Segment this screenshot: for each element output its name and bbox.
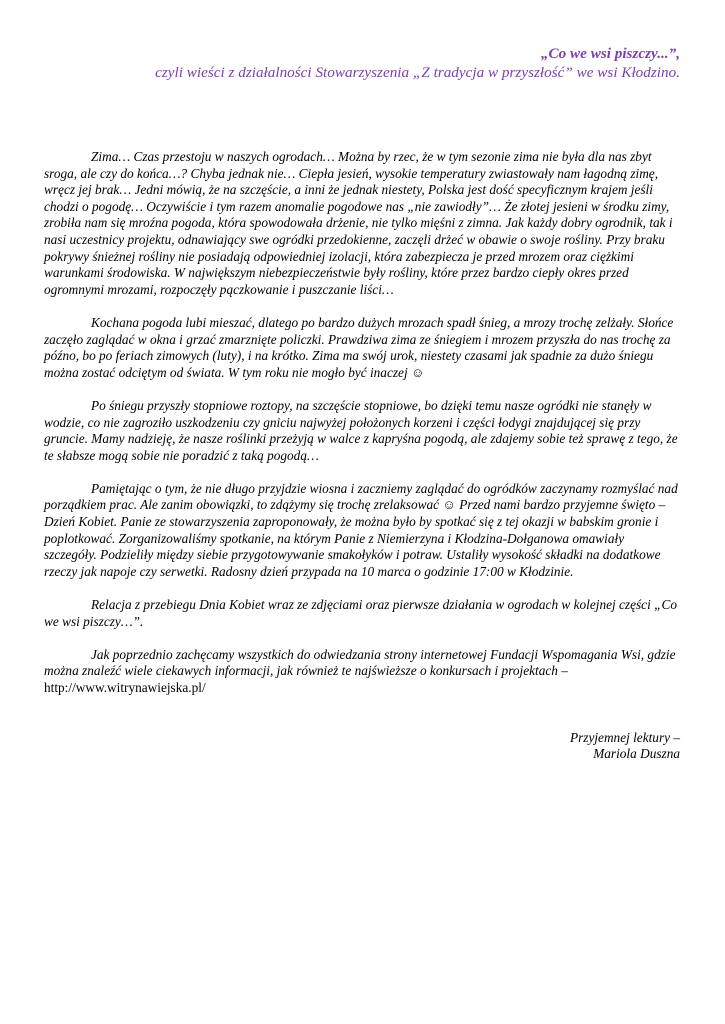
paragraph-weather: Kochana pogoda lubi mieszać, dlatego po bardzo dużych mrozach spadł śnieg, a mrozy trochę zelżały. Słońce zaczęło zaglądać w okna i grzać zmarznięte policzki. Prawdziwa zima ze śniegiem i mrozem przyszła do nas trochę za późno, bo po feriach zimowych (luty), i na krótko. Zima ma swój urok, niestety czasami jak spadnie za dużo śniegu można zostać odciętym od świata. W tym roku nie mogło być inaczej ☺ — [44, 314, 674, 380]
paragraph-thaw: Po śniegu przyszły stopniowe roztopy, na szczęście stopniowe, bo dzięki temu nasze ogródki nie stanęły w wodzie, co nie zagroziło uszkodzeniu czy gniciu najwyżej położonych korzeni i części łodygi znajdującej się przy gruncie. Mamy nadzieję, że nasze roślinki przeżyją w walce z kapryśna pogodą, ale zdajemy sobie też sprawę z tego, że te słabsze mogą sobie nie poradzić z taką pogodą… — [44, 397, 678, 463]
paragraph-womens-day: Pamiętając o tym, że nie długo przyjdzie wiosna i zaczniemy zaglądać do ogródków zaczynamy rozmyślać nad porządkiem prac. Ale zanim obowiązki, to zdążymy się trochę zrelaksować ☺ Przed nami bardzo przyjemne święto – Dzień Kobiet. Panie ze stowarzyszenia zaproponowały, że można było by spotkać się z tej okazji w babskim gronie i poplotkować. Zorganizowaliśmy spotkanie, na którym Panie z Niemierzyna i Kłodzina-Dołganowa omawiały szczegóły. Podzieliły między siebie przygotowywanie smakołyków i potraw. Ustaliły wysokość składki na dodatkowe rzeczy jak napoje czy serwetki. Radosny dzień przypada na 10 marca o godzinie 17:00 w Kłodzinie. — [44, 480, 678, 579]
website-text: Jak poprzednio zachęcamy wszystkich do odwiedzania strony internetowej Fundacji Wspomagania Wsi, gdzie można znaleźć wiele ciekawych informacji, jak również te najświeższe o konkursach i projektach – — [44, 646, 676, 679]
signature-greeting: Przyjemnej lektury – — [569, 729, 680, 745]
signature — [44, 730, 680, 763]
document-header — [44, 44, 680, 82]
website-link[interactable]: http://www.witrynawiejska.pl/ — [44, 680, 206, 695]
paragraph-next-part: Relacja z przebiegu Dnia Kobiet wraz ze zdjęciami oraz pierwsze działania w ogrodach w kolejnej części „Co we wsi piszczy…”. — [44, 597, 678, 629]
paragraph-website — [44, 647, 680, 697]
paragraph-winter: Zima… Czas przestoju w naszych ogrodach… Można by rzec, że w tym sezonie zima nie była dla nas zbyt sroga, ale czy do końca…? Chyba jednak nie… Ciepła jesień, wysokie temperatury zwiastowały nam łagodną zimę, wręcz jej brak… Jedni mówią, że na szczęście, a inni że jednak niestety, Polska jest dość specyficznym krajem jeśli chodzi o pogodę… Oczywiście i tym razem anomalie pogodowe nas „nie zawiodły”… Że złotej jesieni w środku zimy, zrobiła nam się mroźna pogoda, która spowodowała drżenie, nie tylko mięśni z zimna. Jak każdy dobry ogrodnik, tak i nasi uczestnicy projektu, odnawiający swe ogródki przedokienne, zaczęli drżeć w obawie o swoje rośliny. Przy braku pokrywy śnieżnej rośliny nie posiadają odpowiedniej izolacji, która zabezpiecza je przed mrozem oraz ciężkimi warunkami środowiska. W największym niebezpieczeństwie były rośliny, które przez bardzo ciepły okres przed ogromnymi mrozami, rozpoczęły pączkowanie i puszczanie liści… — [44, 149, 673, 297]
signature-author: Mariola Duszna — [593, 746, 680, 762]
header-subtitle: czyli wieści z działalności Stowarzyszenia „Z tradycja w przyszłość” we wsi Kłodzino. — [155, 64, 680, 81]
document-page — [44, 44, 680, 763]
header-title: „Co we wsi piszczy...”, — [540, 45, 680, 62]
article-body — [44, 149, 680, 697]
